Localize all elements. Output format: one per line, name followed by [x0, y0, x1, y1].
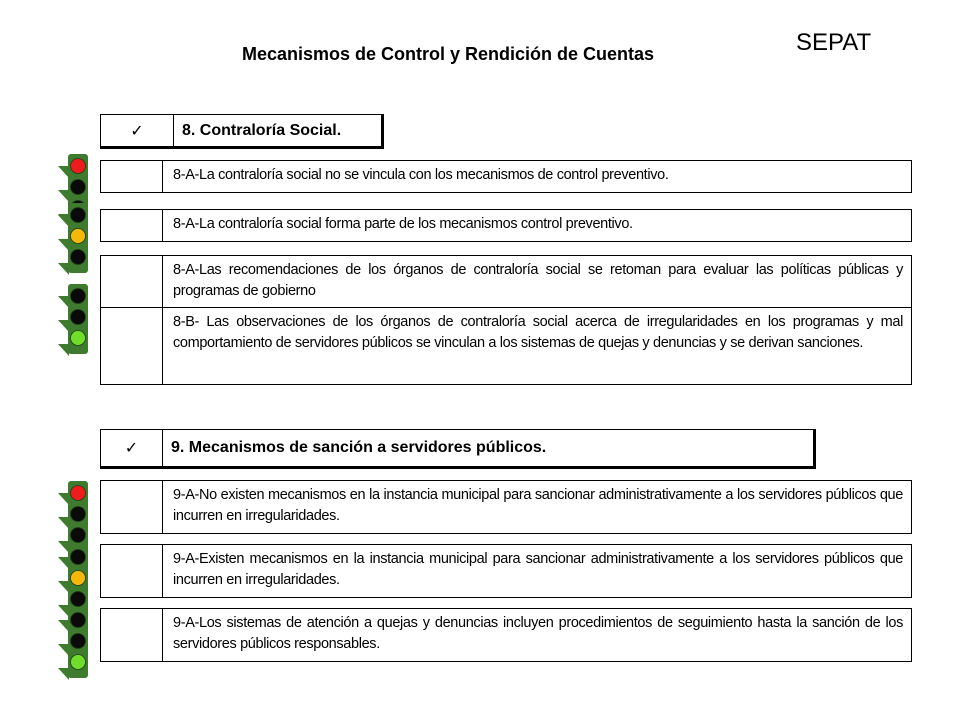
section-8-heading: 8. Contraloría Social.	[182, 121, 342, 139]
traffic-light-amber-icon	[56, 201, 90, 281]
status-cell	[101, 481, 163, 533]
status-cell	[101, 256, 163, 307]
criterion-text: 8-A-Las recomendaciones de los órganos de contraloría social se retoman para evaluar las políticas públicas y programas de gobierno	[173, 262, 903, 299]
criterion-text: 8-A-La contraloría social forma parte de los mecanismos control preventivo.	[173, 216, 633, 232]
page-title: Mecanismos de Control y Rendición de Cuentas	[241, 44, 655, 64]
criterion-text: 9-A-Los sistemas de atención a quejas y denuncias incluyen procedimientos de seguimiento hasta la sanción de los servidores públicos responsables.	[173, 615, 903, 652]
section-9-row-2	[100, 544, 912, 598]
status-cell	[101, 545, 163, 597]
status-cell	[101, 161, 163, 192]
section-8-row-3	[100, 255, 912, 308]
section-8-row-4	[100, 307, 912, 385]
criterion-text: 8-A-La contraloría social no se vincula con los mecanismos de control preventivo.	[173, 167, 669, 183]
section-9-heading: 9. Mecanismos de sanción a servidores públicos.	[171, 439, 547, 456]
traffic-light-green-icon	[56, 606, 90, 686]
criterion-text: 9-A-Existen mecanismos en la instancia municipal para sancionar administrativamente a los servidores públicos que incurren en irregularidades.	[173, 551, 903, 588]
status-cell	[101, 210, 163, 241]
criterion-text: 9-A-No existen mecanismos en la instancia municipal para sancionar administrativamente a los servidores públicos que incurren en irregularidades.	[173, 487, 903, 524]
checkmark-icon: ✓	[101, 430, 163, 466]
section-8-row-1	[100, 160, 912, 193]
section-8-header	[100, 114, 384, 149]
section-9-row-1	[100, 480, 912, 534]
criterion-text: 8-B- Las observaciones de los órganos de contraloría social acerca de irregularidades en los programas y mal comportamiento de servidores públicos se vinculan a los sistemas de quejas y denuncias y se derivan sanciones.	[173, 314, 903, 351]
status-cell	[101, 308, 163, 384]
section-9-header	[100, 429, 816, 469]
brand-label: SEPAT	[796, 29, 872, 56]
section-9-row-3	[100, 608, 912, 662]
section-8-row-2	[100, 209, 912, 242]
traffic-light-green-icon	[56, 282, 90, 362]
checkmark-icon: ✓	[101, 115, 174, 146]
status-cell	[101, 609, 163, 661]
